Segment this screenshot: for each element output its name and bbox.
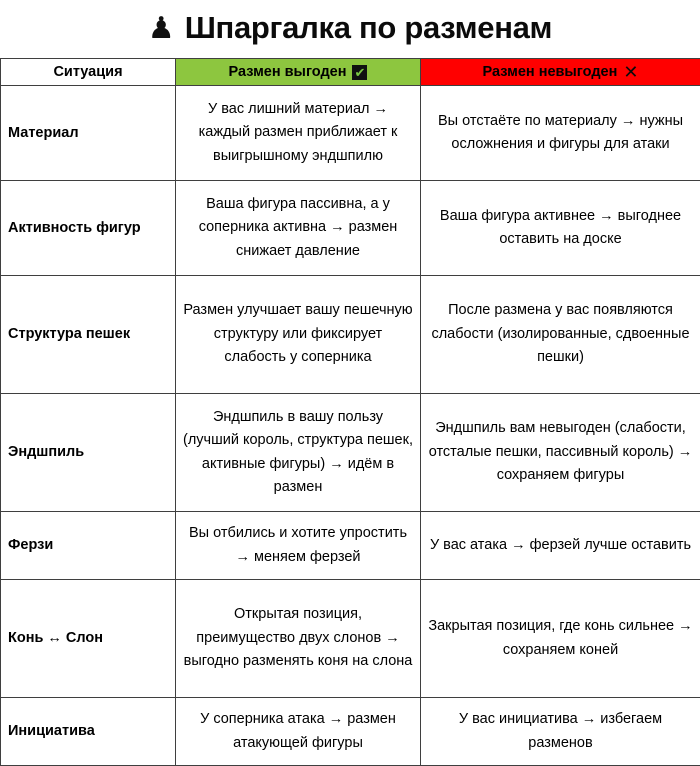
cell-exchange-favourable: Эндшпиль в вашу пользу (лучший король, структура пешек, активные фигуры) → идём в размен — [176, 394, 421, 512]
table-row — [1, 698, 700, 766]
cell-exchange-unfavourable: У вас атака → ферзей лучше оставить — [421, 512, 700, 580]
table-head — [1, 59, 700, 86]
cell-exchange-unfavourable: Закрытая позиция, где конь сильнее → сохраняем коней — [421, 580, 700, 698]
table-row — [1, 181, 700, 276]
exchange-cheatsheet-table — [0, 58, 700, 766]
cell-situation: Конь ↔ Слон — [1, 580, 176, 698]
cell-exchange-unfavourable: У вас инициатива → избегаем разменов — [421, 698, 700, 766]
column-header-good — [176, 59, 421, 86]
cell-exchange-favourable: У соперника атака → размен атакующей фигуры — [176, 698, 421, 766]
page-title-text: Шпаргалка по разменам — [185, 10, 553, 46]
table-row — [1, 580, 700, 698]
cell-exchange-favourable: У вас лишний материал → каждый размен приближает к выигрышному эндшпилю — [176, 86, 421, 181]
cell-situation: Ферзи — [1, 512, 176, 580]
column-header-situation-label: Ситуация — [53, 64, 122, 80]
cell-situation: Структура пешек — [1, 276, 176, 394]
cross-icon: ✕ — [623, 63, 638, 81]
table-row — [1, 86, 700, 181]
table-row — [1, 276, 700, 394]
table-header-row — [1, 59, 700, 86]
cell-exchange-unfavourable: Вы отстаёте по материалу → нужны осложнения и фигуры для атаки — [421, 86, 700, 181]
cell-exchange-favourable: Ваша фигура пассивна, а у соперника активна → размен снижает давление — [176, 181, 421, 276]
cell-exchange-unfavourable: После размена у вас появляются слабости (изолированные, сдвоенные пешки) — [421, 276, 700, 394]
cell-situation: Инициатива — [1, 698, 176, 766]
table-body — [1, 86, 700, 766]
cell-exchange-favourable: Открытая позиция, преимущество двух слонов → выгодно разменять коня на слона — [176, 580, 421, 698]
cell-exchange-unfavourable: Эндшпиль вам невыгоден (слабости, отсталые пешки, пассивный король) → сохраняем фигуры — [421, 394, 700, 512]
cell-exchange-favourable: Вы отбились и хотите упростить → меняем ферзей — [176, 512, 421, 580]
column-header-bad — [421, 59, 700, 86]
checkmark-icon: ✔ — [352, 65, 367, 80]
chess-pawn-icon: ♟ — [148, 14, 175, 44]
cell-situation: Активность фигур — [1, 181, 176, 276]
column-header-bad-label: Размен невыгоден — [483, 64, 618, 80]
cell-exchange-unfavourable: Ваша фигура активнее → выгоднее оставить на доске — [421, 181, 700, 276]
page-title — [0, 0, 700, 58]
column-header-good-label: Размен выгоден — [229, 64, 347, 80]
cell-exchange-favourable: Размен улучшает вашу пешечную структуру или фиксирует слабость у соперника — [176, 276, 421, 394]
cell-situation: Эндшпиль — [1, 394, 176, 512]
cell-situation: Материал — [1, 86, 176, 181]
column-header-situation — [1, 59, 176, 86]
table-row — [1, 512, 700, 580]
table-row — [1, 394, 700, 512]
